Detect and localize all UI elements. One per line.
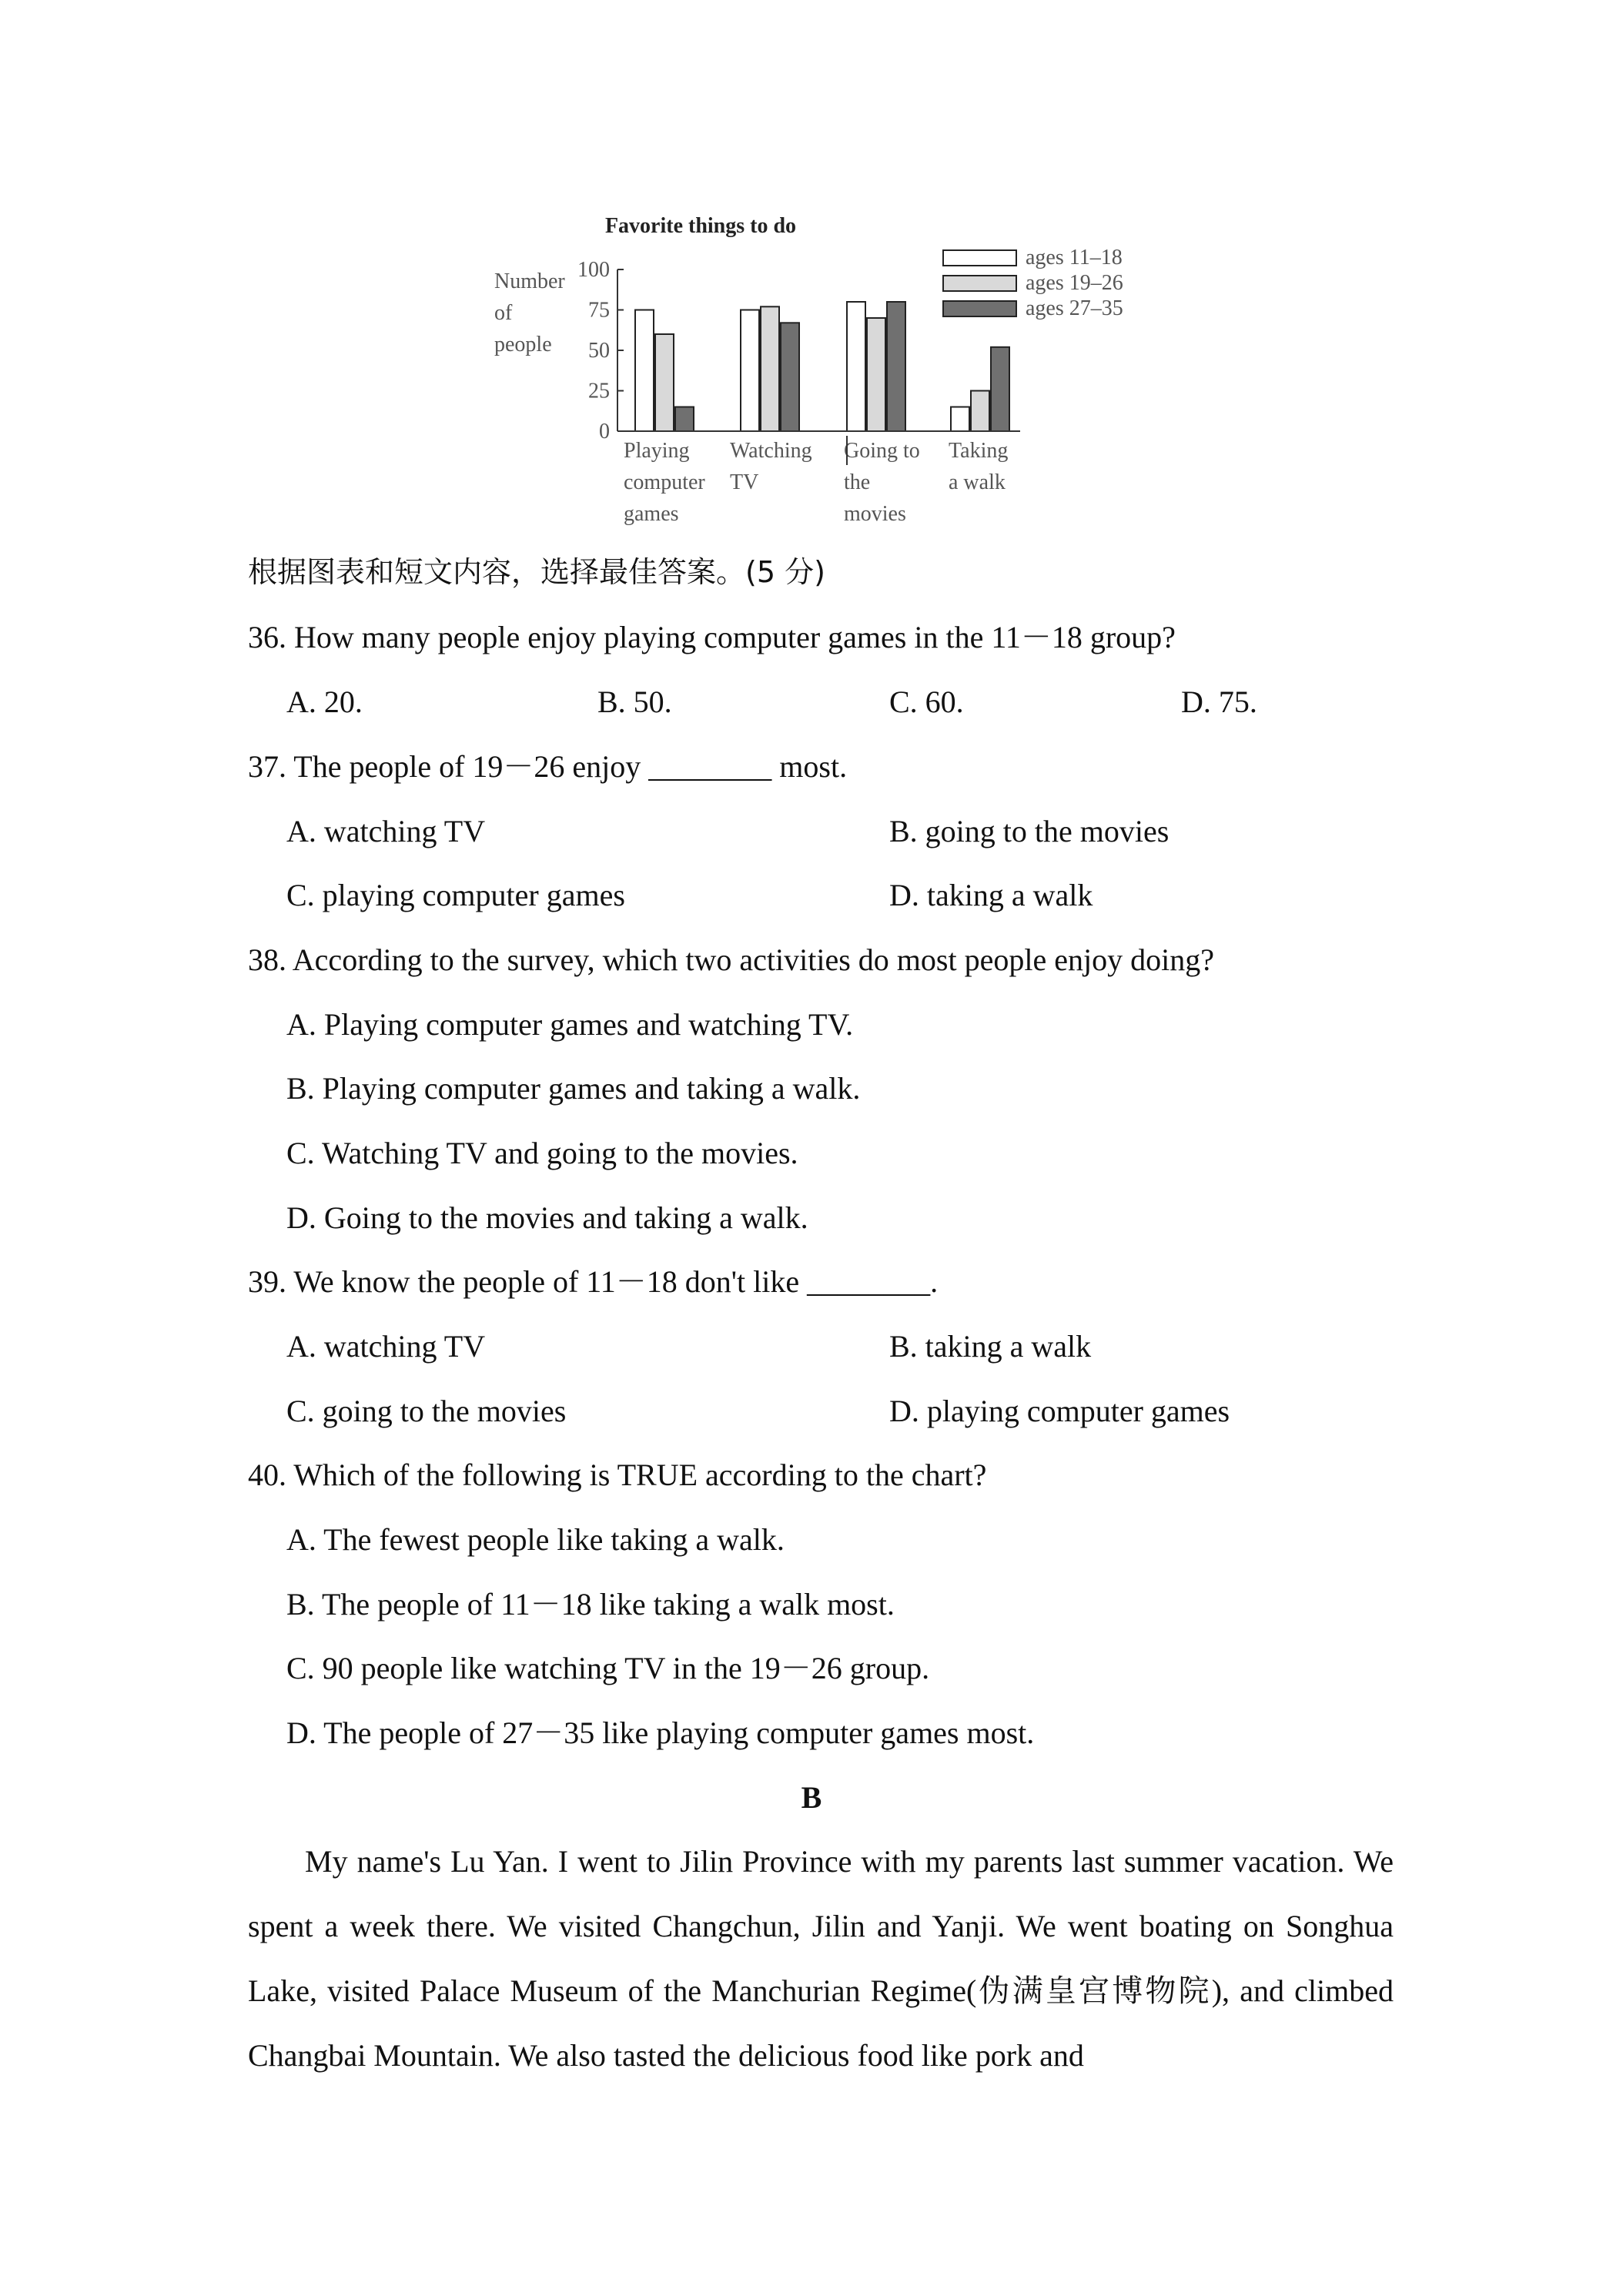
x-tick-label: Watching <box>730 439 812 463</box>
x-tick-label: Going to <box>844 439 920 463</box>
x-axis-labels <box>624 436 1008 526</box>
q36-option-a[interactable]: A. 20. <box>286 684 363 719</box>
bar <box>887 302 905 431</box>
y-axis-label-line: people <box>494 333 552 356</box>
y-tick-label: 50 <box>588 339 610 363</box>
bar <box>991 347 1009 431</box>
q40-option-b[interactable]: B. The people of 11－18 like taking a walk most. <box>286 1587 895 1622</box>
bar <box>847 302 865 431</box>
q38-option-c[interactable]: C. Watching TV and going to the movies. <box>286 1136 798 1170</box>
x-tick-label: Playing <box>624 439 690 463</box>
q40-stem: 40. Which of the following is TRUE according to the chart? <box>248 1458 987 1492</box>
q38-option-d[interactable]: D. Going to the movies and taking a walk. <box>286 1200 808 1235</box>
bar <box>635 310 654 432</box>
x-tick-label: movies <box>844 502 906 526</box>
q39-option-c[interactable]: C. going to the movies <box>286 1394 567 1428</box>
bar <box>655 334 674 431</box>
legend-label: ages 11–18 <box>1026 246 1123 269</box>
q40-option-c[interactable]: C. 90 people like watching TV in the 19－26 group. <box>286 1651 930 1685</box>
q37-stem: 37. The people of 19－26 enjoy ________ most. <box>248 749 848 784</box>
bar <box>781 323 799 431</box>
bar <box>675 407 694 432</box>
section-b-heading: B <box>801 1780 822 1815</box>
y-axis-label <box>494 269 565 356</box>
chart-legend <box>943 246 1123 320</box>
x-tick-label: a walk <box>949 470 1006 494</box>
q38-option-a[interactable]: A. Playing computer games and watching TV. <box>286 1007 854 1042</box>
x-tick-label: TV <box>730 470 759 494</box>
bar <box>971 391 989 432</box>
legend-label: ages 19–26 <box>1026 271 1123 295</box>
q39-option-a[interactable]: A. watching TV <box>286 1329 486 1364</box>
q36-stem: 36. How many people enjoy playing computer games in the 11－18 group? <box>248 620 1176 654</box>
x-tick-label: games <box>624 502 679 526</box>
q37-option-c[interactable]: C. playing computer games <box>286 878 625 912</box>
q36-option-d[interactable]: D. 75. <box>1181 684 1257 719</box>
bar-chart <box>485 202 1163 533</box>
q40-option-a[interactable]: A. The fewest people like taking a walk. <box>286 1522 785 1557</box>
q37-option-b[interactable]: B. going to the movies <box>889 814 1170 848</box>
bar <box>867 318 885 431</box>
y-tick-label: 75 <box>588 298 610 323</box>
q37-option-a[interactable]: A. watching TV <box>286 814 486 848</box>
q36-option-b[interactable]: B. 50. <box>597 684 672 719</box>
q39-option-d[interactable]: D. playing computer games <box>889 1394 1230 1428</box>
q39-stem: 39. We know the people of 11－18 don't like ________. <box>248 1264 939 1299</box>
instructions: 根据图表和短文内容，选择最佳答案。(5 分) <box>248 555 825 589</box>
legend-label: ages 27–35 <box>1026 296 1123 320</box>
q39-option-b[interactable]: B. taking a walk <box>889 1329 1092 1364</box>
bar-series <box>635 302 1009 431</box>
legend-swatch <box>943 301 1016 316</box>
bar <box>951 407 969 432</box>
y-tick-label: 25 <box>588 379 610 403</box>
x-tick-label: Taking <box>949 439 1009 463</box>
chart-title: Favorite things to do <box>604 214 797 238</box>
section-b-passage: My name's Lu Yan. I went to Jilin Province with my parents last summer vacation. We spent a week there. We visited Changchun, Jilin and Yanji. We went boating on Songhua Lake, visited Palace Museum of the Manchurian Regime(伪满皇宫博物院), and climbed Changbai Mountain. We also tasted the delicious food like pork and <box>248 1844 1394 2073</box>
q40-option-d[interactable]: D. The people of 27－35 like playing computer games most. <box>286 1715 1035 1750</box>
y-axis-label-line: of <box>494 301 513 325</box>
x-tick-label: the <box>844 470 871 494</box>
q37-option-d[interactable]: D. taking a walk <box>889 878 1093 912</box>
y-tick-label: 100 <box>577 258 610 282</box>
x-tick-label: computer <box>624 470 705 494</box>
bar <box>741 310 759 432</box>
legend-swatch <box>943 276 1016 291</box>
legend-swatch <box>943 250 1016 266</box>
y-tick-label: 0 <box>599 420 610 443</box>
q36-option-c[interactable]: C. 60. <box>889 684 964 719</box>
y-axis-label-line: Number <box>494 269 565 293</box>
q38-stem: 38. According to the survey, which two activities do most people enjoy doing? <box>248 942 1214 977</box>
q38-option-b[interactable]: B. Playing computer games and taking a walk. <box>286 1071 861 1106</box>
bar <box>761 306 779 431</box>
